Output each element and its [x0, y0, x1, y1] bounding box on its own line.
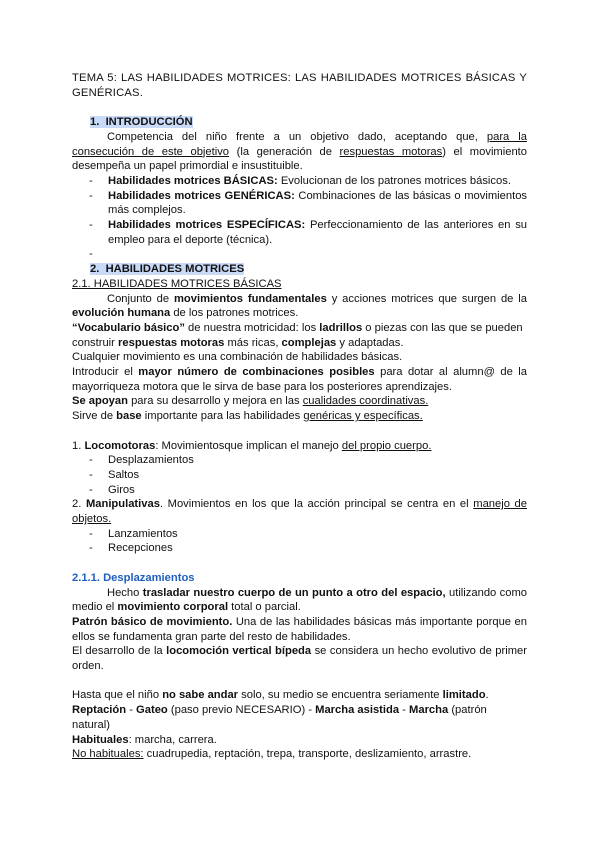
document-page	[72, 71, 527, 762]
section-title: INTRODUCCIÓN	[105, 116, 193, 129]
list-item: - Desplazamientos	[72, 453, 527, 468]
paragraph: Reptación - Gateo (paso previo NECESARIO) - Marcha asistida - Marcha (patrón natural)	[72, 704, 487, 731]
paragraph: Hasta que el niño no sabe andar solo, su medio se encuentra seriamente limitado.	[72, 689, 489, 702]
paragraph: Sirve de base importante para las habilidades genéricas y específicas.	[72, 410, 423, 423]
paragraph: Introducir el mayor número de combinaciones posibles para dotar al alumn@ de la mayorriqueza motora que le sirva de base para los posteriores aprendizajes.	[72, 366, 528, 393]
paragraph: Se apoyan para su desarrollo y mejora en las cualidades coordinativas.	[72, 395, 429, 408]
section-heading-habilidades: 2. HABILIDADES MOTRICES	[90, 263, 245, 276]
paragraph: “Vocabulario básico” de nuestra motricidad: los ladrillos o piezas con las que se pueden construir respuestas motoras más ricas, complejas y adaptadas.	[72, 321, 523, 349]
paragraph: Competencia del niño frente a un objetivo dado, aceptando que, para la consecución de este objetivo (la generación de respuestas motoras) el movimiento desempeña un papel primordial e insustituible.	[72, 130, 528, 173]
section-heading-introduccion	[72, 115, 527, 130]
paragraph: El desarrollo de la locomoción vertical bípeda se considera un hecho evolutivo de primer orden.	[72, 645, 527, 673]
document-title: TEMA 5: LAS HABILIDADES MOTRICES: LAS HABILIDADES MOTRICES BÁSICAS Y GENÉRICAS.	[72, 72, 527, 99]
section-number: 1.	[90, 116, 100, 129]
paragraph: Patrón básico de movimiento. Una de las habilidades básicas más importante porque en ellos se fundamenta gran parte del resto de habilidades.	[72, 615, 527, 643]
list-item: - Saltos	[72, 468, 527, 483]
paragraph-manipulativas: 2. Manipulativas. Movimientos en los que la acción principal se centra en el manejo de objetos.	[72, 498, 527, 526]
list-item: - Habilidades motrices ESPECÍFICAS: Perfeccionamiento de las anteriores en su empleo para el deporte (técnica).	[72, 218, 527, 247]
list-item: - Lanzamientos	[72, 527, 527, 542]
list-item: - Habilidades motrices GENÉRICAS: Combinaciones de las básicas o movimientos más complejos.	[72, 189, 527, 218]
paragraph: No habituales: cuadrupedia, reptación, trepa, transporte, deslizamiento, arrastre.	[72, 748, 472, 761]
list-item: - Recepciones	[72, 541, 527, 556]
list-item: - Giros	[72, 483, 527, 498]
subsection-heading: 2.1. HABILIDADES MOTRICES BÁSICAS	[72, 277, 282, 290]
list-item: - Habilidades motrices BÁSICAS: Evolucionan de los patrones motrices básicos.	[72, 174, 527, 189]
paragraph-locomotoras: 1. Locomotoras: Movimientosque implican el manejo del propio cuerpo.	[72, 439, 432, 452]
section-title: HABILIDADES MOTRICES	[105, 263, 245, 276]
paragraph: Hecho trasladar nuestro cuerpo de un punto a otro del espacio, utilizando como medio el movimiento corporal total o parcial.	[72, 586, 528, 614]
paragraph: Conjunto de movimientos fundamentales y acciones motrices que surgen de la evolución humana de los patrones motrices.	[72, 292, 527, 320]
paragraph: Cualquier movimiento es una combinación de habilidades básicas.	[72, 351, 403, 364]
paragraph: Habituales: marcha, carrera.	[72, 733, 217, 746]
subsection-heading-desplazamientos: 2.1.1. Desplazamientos	[72, 571, 195, 584]
empty-list-item: -	[89, 248, 93, 261]
